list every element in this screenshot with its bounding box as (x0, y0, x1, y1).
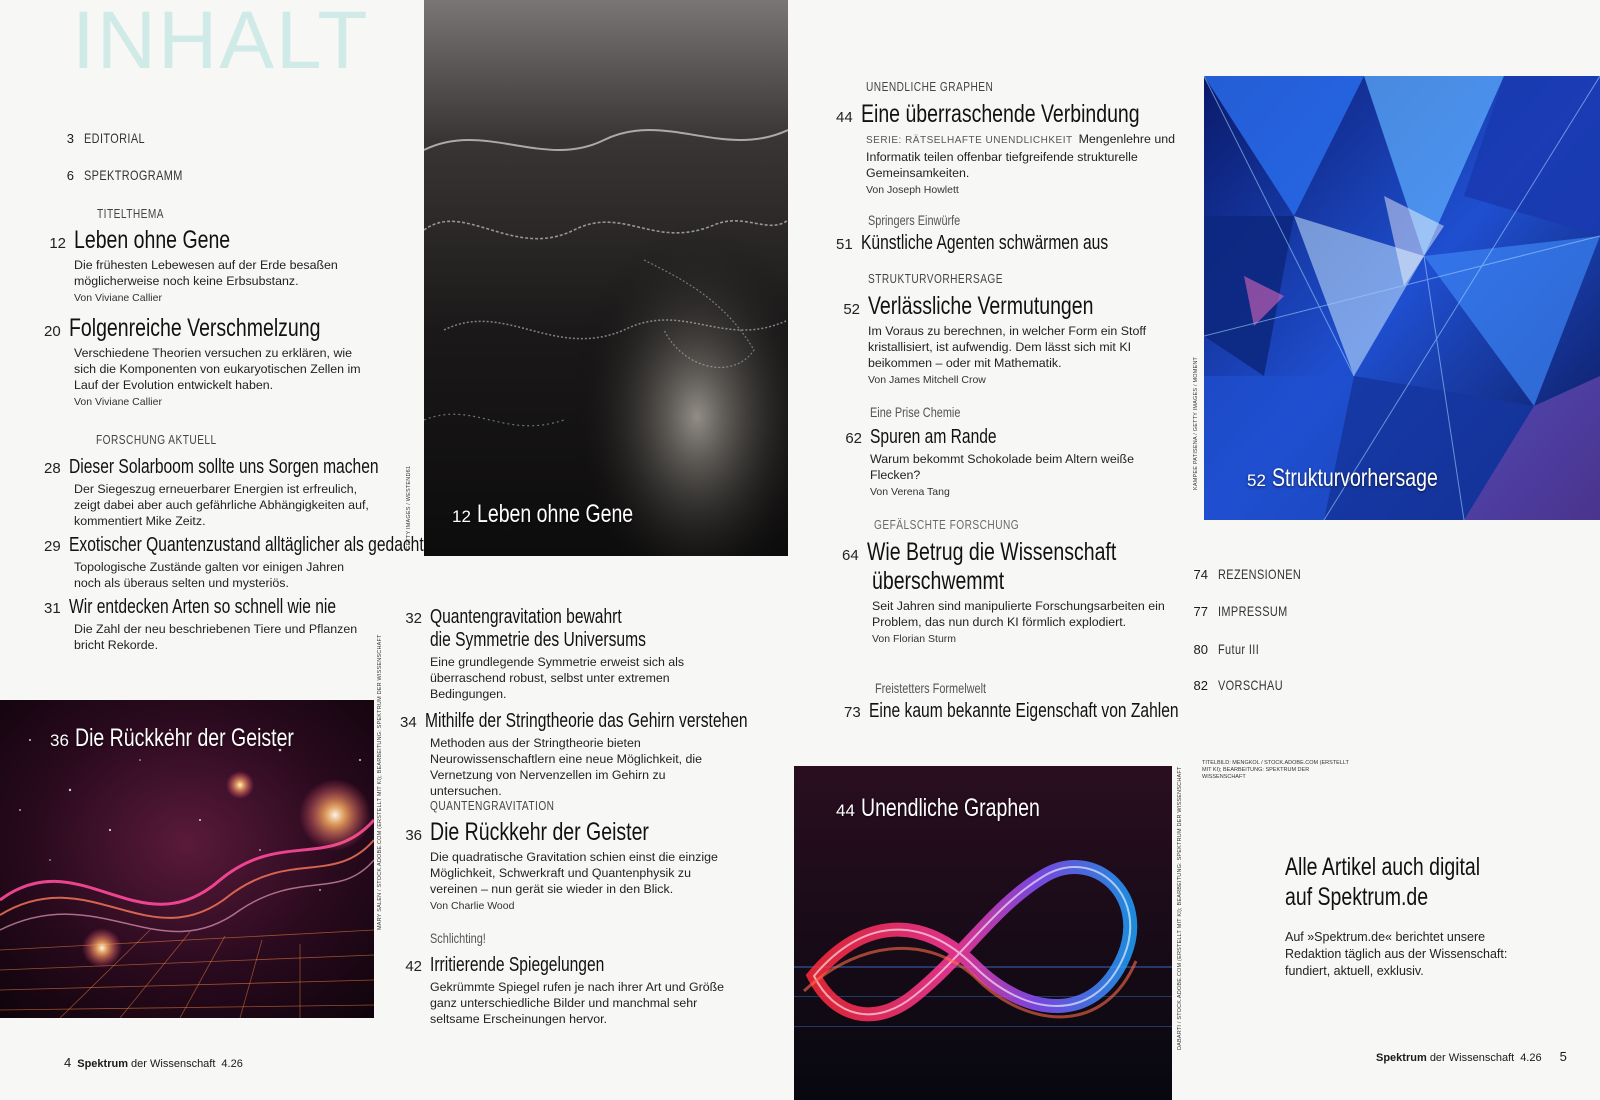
footer-brand-rest: der Wissenschaft (131, 1058, 216, 1070)
toc-entry-rezensionen[interactable] (1186, 566, 1325, 582)
toc-article-20[interactable] (44, 314, 374, 408)
photo-credit-12: GETTY IMAGES / WESTEND61 (406, 465, 412, 550)
caption-title: Die Rückkehr der Geister (74, 724, 294, 752)
section-kicker-graphen: UNENDLICHE GRAPHEN (866, 79, 994, 94)
article-description: Gekrümmte Spiegel rufen je nach ihrer Art und Größe ganz unterschiedliche Bilder und manchmal sehr seltsame Erscheinungen hervor. (430, 980, 725, 1026)
series-kicker: SERIE: RÄTSELHAFTE UNENDLICHKEIT (866, 135, 1073, 146)
article-author: Von Viviane Callier (74, 292, 162, 304)
article-description: Der Siegeszug erneuerbarer Energien ist erfreulich, zeigt dabei aber auch gefährliche Abhängigkeiten auf, kommentiert Mike Zeitz. (74, 482, 369, 528)
caption-number: 12 (452, 507, 471, 526)
page-number: 32 (405, 610, 422, 627)
article-description: Eine grundlegende Symmetrie erweist sich als überraschend robust, selbst unter extremen Bedingungen. (430, 655, 685, 701)
photo-credit-44: DABARTI / STOCK.ADOBE.COM (ERSTELLT MIT KI); BEARBEITUNG: SPEKTRUM DER WISSENSCHAFT (1177, 766, 1183, 1050)
footer-brand: Spektrum (77, 1058, 128, 1070)
toc-article-52[interactable] (838, 292, 1178, 386)
footer-issue: 4.26 (221, 1058, 243, 1070)
dark-landscape-image (424, 0, 788, 556)
digital-promo-title-line2: auf Spektrum.de (1285, 883, 1429, 911)
photo-leben-ohne-gene[interactable] (424, 0, 788, 556)
article-author: Von Verena Tang (870, 486, 950, 498)
toc-article-34[interactable] (400, 710, 748, 799)
digital-promo-text: Auf »Spektrum.de« berichtet unsere Redaktion täglich aus der Wissenschaft: fundiert, aktuell, exklusiv. (1285, 930, 1508, 978)
article-author: Von Viviane Callier (74, 396, 162, 408)
article-title: Leben ohne Gene (74, 226, 231, 254)
entry-label: SPEKTROGRAMM (84, 167, 183, 183)
article-title: Die Rückkehr der Geister (430, 818, 649, 846)
article-author: Von James Mitchell Crow (868, 374, 986, 386)
photo-caption-36 (50, 724, 356, 753)
section-kicker-quantengravitation: QUANTENGRAVITATION (430, 798, 555, 813)
section-kicker-springer: Springers Einwürfe (868, 212, 961, 228)
footer-page-number: 4 (64, 1055, 72, 1070)
photo-caption-12 (452, 500, 677, 529)
caption-title: Leben ohne Gene (476, 500, 634, 528)
photo-credit-36: MARY SALEN / STOCK.ADOBE.COM (ERSTELLT MIT KI); BEARBEITUNG: SPEKTRUM DER WISSENSCHAFT (377, 634, 383, 930)
entry-label: EDITORIAL (84, 130, 145, 146)
toc-article-73[interactable] (844, 700, 1184, 723)
page-number: 36 (405, 827, 422, 844)
article-title: Wir entdecken Arten so schnell wie nie (68, 596, 336, 618)
section-kicker-titelthema: TITELTHEMA (97, 206, 165, 221)
page-number: 29 (44, 538, 61, 555)
footer-brand: Spektrum (1376, 1052, 1427, 1064)
section-kicker-forschung: FORSCHUNG AKTUELL (96, 432, 217, 447)
entry-label: Futur III (1218, 641, 1260, 657)
article-title: Eine überraschende Verbindung (860, 100, 1140, 128)
article-title: Verlässliche Vermutungen (868, 292, 1094, 320)
page-number: 12 (49, 235, 66, 252)
article-description: Warum bekommt Schokolade beim Altern weiße Flecken? (870, 452, 1134, 482)
digital-promo-title-line1: Alle Artikel auch digital (1285, 853, 1481, 881)
page-number: 64 (842, 547, 859, 564)
article-description: Verschiedene Theorien versuchen zu erklären, wie sich die Komponenten von eukaryotischen Zellen im Lauf der Evolution entwickelt haben. (74, 346, 361, 392)
article-title: Wie Betrug die Wissenschaft (866, 538, 1116, 566)
digital-promo-title[interactable] (1285, 852, 1535, 912)
page-number: 34 (400, 714, 417, 731)
entry-label: VORSCHAU (1218, 677, 1284, 693)
article-author: Von Joseph Howlett (866, 184, 959, 196)
photo-credit-52: KAMPEE PATISENA / GETTY IMAGES / MOMENT (1193, 356, 1199, 490)
article-description-text: Mengenlehre und Informatik teilen offenbar tiefgreifende strukturelle Gemeinsamkeiten. (866, 132, 1176, 180)
toc-article-44[interactable] (836, 100, 1176, 196)
toc-article-62[interactable] (840, 426, 1180, 498)
page-number: 77 (1193, 604, 1208, 619)
caption-number: 36 (50, 731, 69, 750)
toc-article-36[interactable] (400, 818, 730, 912)
photo-caption-52 (1247, 464, 1485, 493)
article-title: Eine kaum bekannte Eigenschaft von Zahlen (868, 700, 1179, 722)
page-number: 42 (405, 958, 422, 975)
article-description: Seit Jahren sind manipulierte Forschungsarbeiten ein Problem, das nun durch KI förmlich explodiert. (872, 599, 1165, 629)
crystal-image (1204, 76, 1600, 520)
caption-number: 44 (836, 801, 855, 820)
page-number: 6 (66, 168, 74, 183)
page-number: 73 (844, 704, 861, 721)
footer-issue: 4.26 (1520, 1052, 1542, 1064)
article-description: Die quadratische Gravitation schien einst die einzige Möglichkeit, Schwerkraft und Quantenphysik zu vereinen – nun gerät sie wieder in den Blick. (430, 850, 718, 896)
toc-entry-editorial[interactable] (52, 130, 162, 146)
article-description: Im Voraus zu berechnen, in welcher Form ein Stoff kristallisiert, ist aufwendig. Dem lässt sich mit KI beikommen – oder mit Mathematik. (868, 324, 1147, 370)
toc-article-42[interactable] (400, 954, 730, 1027)
caption-title: Unendliche Graphen (860, 794, 1040, 822)
page-number: 51 (836, 236, 853, 253)
page-number: 20 (44, 323, 61, 340)
page-number: 44 (836, 109, 853, 126)
caption-number: 52 (1247, 471, 1266, 490)
toc-entry-vorschau[interactable] (1186, 677, 1301, 693)
photo-strukturvorhersage[interactable] (1204, 76, 1600, 520)
page-number: 62 (845, 430, 862, 447)
page-number: 80 (1193, 642, 1208, 657)
toc-article-51[interactable] (836, 232, 1176, 255)
page-number: 3 (66, 131, 74, 146)
article-title-line2: die Symmetrie des Universums (430, 629, 646, 651)
page-number: 28 (44, 460, 61, 477)
toc-article-31[interactable] (44, 596, 374, 653)
toc-entry-impressum[interactable] (1186, 603, 1307, 619)
toc-entry-spektrogramm[interactable] (52, 167, 211, 183)
article-title: Folgenreiche Verschmelzung (68, 314, 321, 342)
article-title: Exotischer Quantenzustand alltäglicher als gedacht (68, 534, 424, 556)
page-number: 31 (44, 600, 61, 617)
page-number: 82 (1193, 678, 1208, 693)
section-kicker-gefaelscht: GEFÄLSCHTE FORSCHUNG (874, 517, 1020, 532)
article-description: Methoden aus der Stringtheorie bieten Neurowissenschaftlern eine neue Möglichkeit, die Vernetzung von Nervenzellen im Gehirn zu untersuchen. (430, 736, 703, 798)
article-title: Mithilfe der Stringtheorie das Gehirn verstehen (424, 710, 748, 732)
toc-article-12[interactable] (44, 226, 374, 304)
section-kicker-struktur: STRUKTURVORHERSAGE (868, 271, 1004, 286)
article-description: Topologische Zustände galten vor einigen Jahren noch als überaus selten und mysteriös. (74, 560, 345, 590)
toc-entry-futur-iii[interactable] (1186, 641, 1271, 657)
entry-label: IMPRESSUM (1218, 603, 1288, 619)
footer-left (64, 1055, 243, 1070)
article-description (866, 131, 1176, 181)
entry-label: REZENSIONEN (1218, 566, 1302, 582)
section-kicker-chemie: Eine Prise Chemie (870, 404, 961, 420)
footer-right (1376, 1049, 1567, 1064)
article-title: Irritierende Spiegelungen (430, 954, 605, 976)
article-title-line2: überschwemmt (872, 567, 1005, 595)
toc-article-28[interactable] (44, 456, 379, 529)
cover-credit: TITELBILD: MENGKOL / STOCK.ADOBE.COM (ERSTELLT MIT KI); BEARBEITUNG: SPEKTRUM DER WISSENSCHAFT (1202, 760, 1349, 780)
section-kicker-schlichting: Schlichting! (430, 930, 486, 946)
article-author: Von Charlie Wood (430, 900, 515, 912)
article-title: Quantengravitation bewahrt (430, 606, 622, 628)
toc-article-64[interactable] (842, 538, 1182, 645)
article-description: Die Zahl der neu beschriebenen Tiere und Pflanzen bricht Rekorde. (74, 622, 358, 652)
caption-title: Strukturvorhersage (1271, 464, 1438, 492)
article-title: Dieser Solarboom sollte uns Sorgen machen (68, 456, 379, 478)
section-kicker-freistetter: Freistetters Formelwelt (875, 680, 987, 696)
photo-caption-44 (836, 794, 1090, 823)
page-number: 52 (843, 301, 860, 318)
footer-brand-rest: der Wissenschaft (1429, 1052, 1515, 1064)
toc-article-32[interactable] (400, 606, 730, 702)
article-title: Spuren am Rande (870, 426, 997, 448)
page-title: INHALT (72, 0, 370, 86)
page-number: 74 (1193, 567, 1208, 582)
toc-article-29[interactable] (44, 534, 424, 591)
article-author: Von Florian Sturm (872, 633, 957, 645)
article-description: Die frühesten Lebewesen auf der Erde besaßen möglicherweise noch keine Erbsubstanz. (74, 258, 338, 288)
footer-page-number: 5 (1559, 1049, 1567, 1064)
article-title: Künstliche Agenten schwärmen aus (860, 232, 1108, 254)
